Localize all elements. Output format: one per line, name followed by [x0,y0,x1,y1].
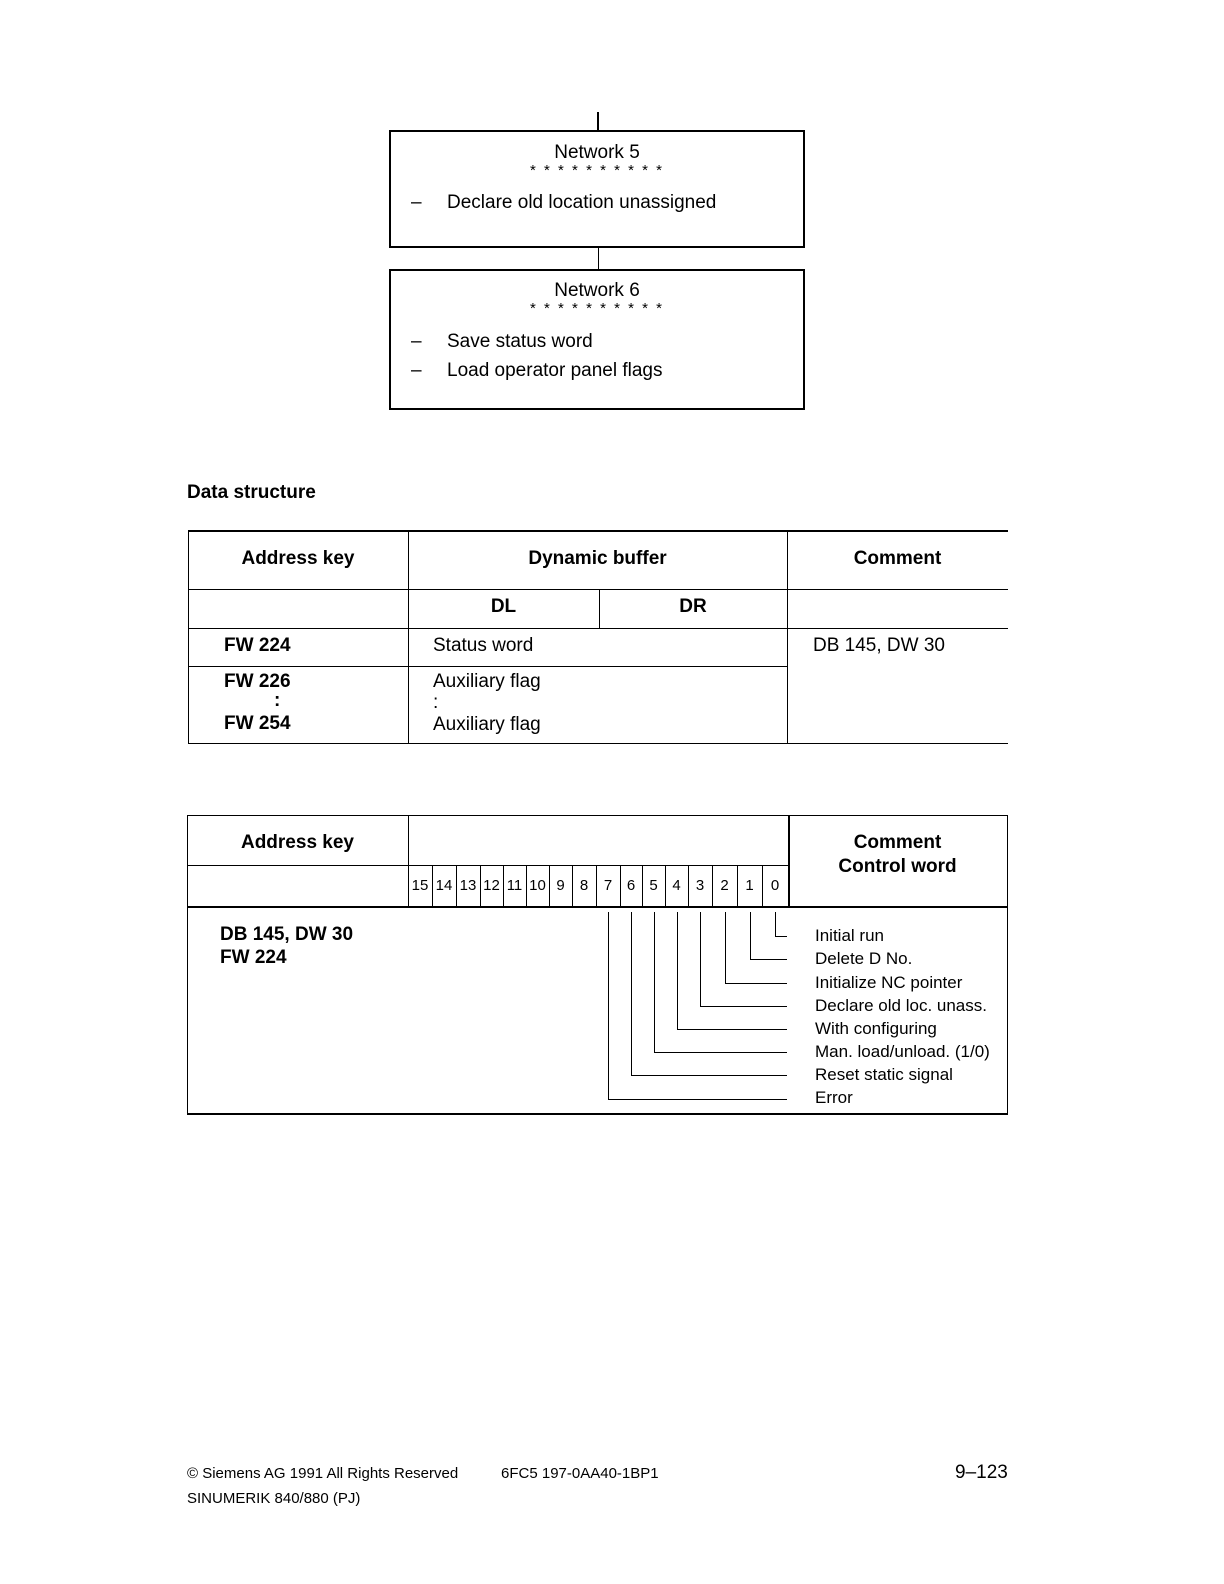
flow-connector-top [597,112,599,131]
network-6-item-1-text: Save status word [447,331,593,352]
table-rule [187,906,1008,908]
table-rule [187,815,1008,816]
bit-5: 5 [649,877,658,894]
table-rule [187,1113,1008,1115]
row-2-buffer-dots: : [433,692,439,713]
bit-3: 3 [695,877,705,894]
row-2-address-start: FW 226 [224,671,291,692]
table-rule [188,628,1008,629]
bit-7-wire-vertical [608,912,609,1099]
bit-0: 0 [770,877,780,894]
table-rule [188,743,1008,744]
bit-1: 1 [745,877,754,894]
header-control-word: Control word [838,856,957,877]
bit-legend-1: Delete D No. [815,949,913,968]
header-dl: DL [490,596,517,617]
row-1-address: FW 224 [224,635,291,656]
bit-legend-7: Error [815,1088,853,1107]
footer-product: SINUMERIK 840/880 (PJ) [187,1490,361,1507]
bit-11: 11 [506,877,523,894]
control-word-table [187,815,1008,1115]
bit-legend-3: Declare old loc. unass. [815,996,987,1015]
network-6-bullet-1: – [411,331,422,352]
bit-6-wire-horizontal [631,1075,787,1076]
network-5-title: Network 5 [554,142,640,163]
bit-5-wire-horizontal [654,1052,787,1053]
data-structure-table [188,530,1008,744]
network-6-stars: * * * * * * * * * * [530,300,664,317]
network-5-item-text: Declare old location unassigned [447,192,717,213]
table-rule [188,666,787,667]
bit-12: 12 [483,877,500,894]
bit-6-wire-vertical [631,912,632,1075]
row-2-buffer-start: Auxiliary flag [433,671,541,692]
bit-legend-5: Man. load/unload. (1/0) [815,1042,990,1061]
bit-5-wire-vertical [654,912,655,1052]
network-5-bullet: – [411,192,422,213]
network-6-box [389,269,805,410]
bit-6: 6 [626,877,636,894]
network-6-bullet-2: – [411,360,422,381]
row-2-buffer-end: Auxiliary flag [433,714,541,735]
header-dr: DR [679,596,707,617]
bit-15: 15 [411,877,429,894]
bit-1-wire-vertical [750,912,751,959]
network-6-item-2-text: Load operator panel flags [447,360,663,381]
bit-0-wire-horizontal [775,936,787,937]
header-address-key: Address key [240,832,354,853]
header-comment: Comment [853,832,942,853]
bit-4-wire-horizontal [677,1029,787,1030]
row-1-buffer: Status word [433,635,534,656]
network-5-stars: * * * * * * * * * * [530,162,664,179]
address-line-1: DB 145, DW 30 [220,924,354,945]
bit-4-wire-vertical [677,912,678,1029]
network-6-title: Network 6 [554,280,640,301]
bit-13: 13 [459,877,477,894]
row-2-address-dots: : [274,690,281,711]
bit-7-wire-horizontal [608,1099,787,1100]
bit-4: 4 [672,877,681,894]
header-address-key: Address key [241,548,355,569]
bit-0-wire-vertical [775,912,776,936]
bit-legend-2: Initialize NC pointer [815,973,963,992]
bit-3-wire-horizontal [700,1006,787,1007]
address-line-2: FW 224 [220,947,287,968]
table-rule [188,589,1008,590]
bit-2-wire-horizontal [725,983,787,984]
bit-2: 2 [720,877,729,894]
table-rule [188,530,1008,532]
header-dynamic-buffer: Dynamic buffer [528,548,667,569]
bit-9: 9 [556,877,565,894]
bit-10: 10 [529,877,546,894]
row-2-address-end: FW 254 [224,713,291,734]
table-divider [1007,815,1008,1115]
flow-connector-middle [598,248,599,270]
bit-2-wire-vertical [725,912,726,983]
footer-page-number: 9–123 [955,1462,1008,1483]
bit-legend-4: With configuring [815,1019,937,1038]
bit-8: 8 [579,877,589,894]
network-5-box [389,130,805,248]
header-comment: Comment [853,548,942,569]
row-1-comment: DB 145, DW 30 [813,635,945,656]
table-divider [187,815,188,1115]
footer-copyright: © Siemens AG 1991 All Rights Reserved [187,1465,459,1482]
bit-legend-0: Initial run [815,926,884,945]
bit-7: 7 [603,877,613,894]
bit-3-wire-vertical [700,912,701,1006]
bit-14: 14 [435,877,453,894]
section-heading: Data structure [187,482,316,503]
bit-legend-6: Reset static signal [815,1065,953,1084]
bit-1-wire-horizontal [750,959,787,960]
footer-order-number: 6FC5 197-0AA40-1BP1 [501,1465,659,1482]
